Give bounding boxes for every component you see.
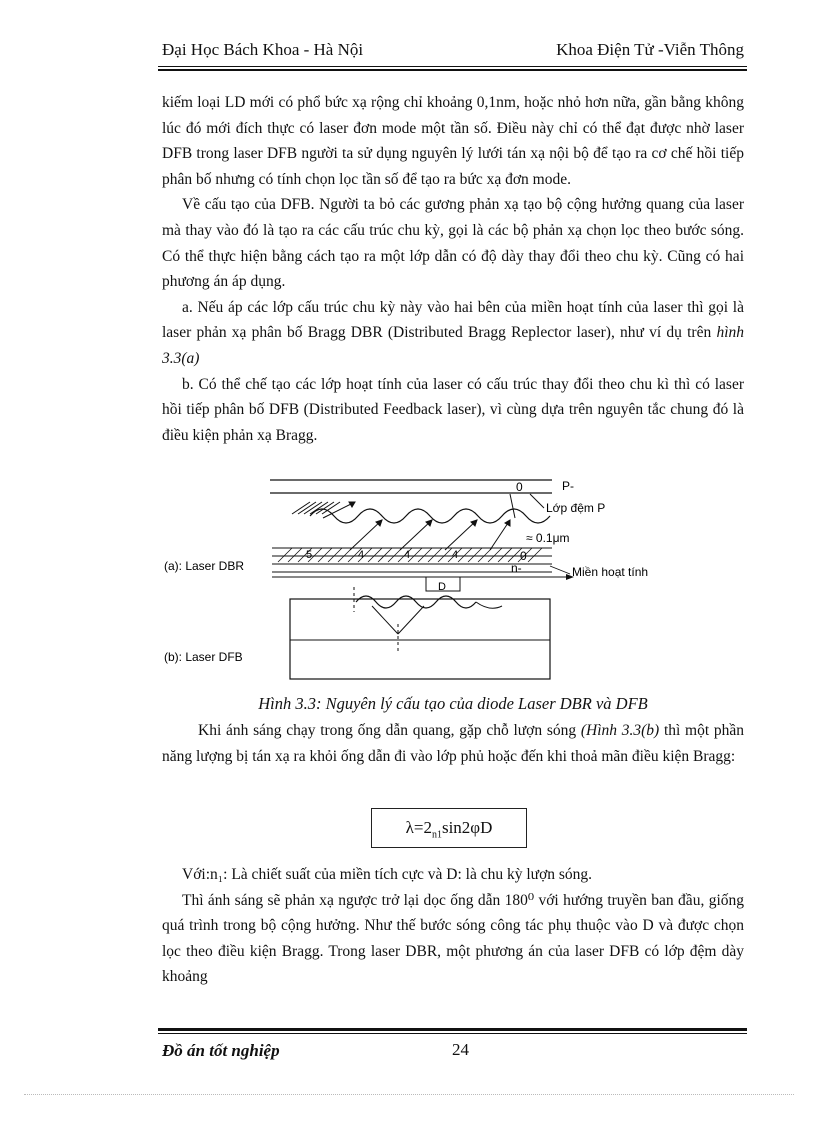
footer-title: Đồ án tốt nghiệp <box>162 1041 280 1060</box>
paragraph-5-text-b: thì một phần năng lượng bị tán xạ ra khỏi ống dẫn đi vào lớp phủ hoặc đến khi thoả mãn điều kiện Bragg: <box>162 722 744 765</box>
formula-sub: n1 <box>431 829 442 841</box>
formula-d: D <box>480 818 493 837</box>
figure-ref-b: (Hình 3.3(b) <box>580 722 660 739</box>
grating-digit-3: 4 <box>404 549 411 561</box>
bragg-formula <box>371 808 527 848</box>
text-block-top <box>162 90 744 448</box>
laser-diagram <box>160 474 720 684</box>
label-dbr: (a): Laser DBR <box>164 559 245 573</box>
label-buffer: Lớp đệm P <box>546 501 606 515</box>
formula-phi: φ <box>470 818 481 837</box>
label-active: Miền hoạt tính <box>572 565 649 579</box>
paragraph-3-text: a. Nếu áp các lớp cấu trúc chu kỳ này vào hai bên của miền hoạt tính của laser thì gọi là laser phản xạ phân bố Bragg DBR (Distributed Bragg Replector laser), như ví dụ trên <box>162 298 744 342</box>
label-n: n- <box>511 561 522 575</box>
label-p: P- <box>562 479 574 493</box>
text-block-middle <box>162 718 744 769</box>
label-zero-mid: 0 <box>520 549 527 563</box>
active-leader <box>550 566 570 574</box>
text-block-bottom <box>162 862 744 990</box>
buffer-leader <box>530 494 544 508</box>
page-edge-dotted <box>24 1094 794 1095</box>
footer-rule-thick <box>158 1028 747 1031</box>
label-dfb: (b): Laser DFB <box>164 650 243 664</box>
grating-digit-2: 4 <box>358 549 365 561</box>
hatch-buffer-left <box>292 502 340 514</box>
footer-rule-thin <box>158 1033 747 1034</box>
paragraph-7: Thì ánh sáng sẽ phản xạ ngược trở lại dọc ống dẫn 180⁰ với hướng truyền ban đầu, giống quá trình trong bộ cộng hưởng. Như thế bước sóng công tác phụ thuộc vào D và được chọn lọc theo điều kiện Bragg. Trong laser DBR, một phương án của laser DFB có lớp đệm dày khoảng <box>162 891 744 986</box>
header-rule-thin <box>158 66 747 67</box>
label-d: D <box>438 581 446 593</box>
formula-sin: sin2 <box>441 818 471 837</box>
paragraph-4: b. Có thể chế tạo các lớp hoạt tính của laser có cấu trúc thay đổi theo chu kì thì có laser hồi tiếp phân bố DFB (Distributed Feedback laser), vì cùng dựa trên nguyên tắc chung đó là điều kiện phản xạ Bragg. <box>162 375 744 444</box>
label-zero-top: 0 <box>516 480 523 494</box>
formula-lambda: λ <box>405 818 414 837</box>
header-left: Đại Học Bách Khoa - Hà Nội <box>162 40 364 59</box>
dfb-ray-right <box>398 606 424 634</box>
figure-ref-a: hình 3.3(a) <box>162 324 744 367</box>
page-number: 24 <box>452 1040 469 1059</box>
paragraph-1: kiếm loại LD mới có phổ bức xạ rộng chỉ khoảng 0,1nm, hoặc nhỏ hơn nữa, gần bằng không lúc đó mới đích thực có laser đơn mode một tần số. Điều này chỉ có thể đạt được nhờ laser DFB trong laser DFB người ta sử dụng nguyên lý lưới tán xạ nội bộ để tạo ra cơ chế hồi tiếp phân bố nhưng có tính chọn lọc tần số để tạo ra bức xạ đơn mode. <box>162 94 744 188</box>
grating-digit-4: 4 <box>452 549 459 561</box>
dfb-wave <box>356 596 476 608</box>
header-rule-thick <box>158 69 747 71</box>
header-right: Khoa Điện Tử -Viễn Thông <box>556 40 744 59</box>
paragraph-2: Về cấu tạo của DFB. Người ta bỏ các gương phản xạ tạo bộ cộng hưởng quang của laser mà thay vào đó là tạo ra các cấu trúc chu kỳ, gọi là các bộ phản xạ chọn lọc theo bước sóng. Có thể thực hiện bằng cách tạo ra một lớp dẫn có độ dày thay đổi theo chu kỳ. Cũng có hai phương án áp dụng. <box>162 196 744 291</box>
dfb-tail <box>476 602 502 608</box>
figure-caption: Hình 3.3: Nguyên lý cấu tạo của diode Laser DBR và DFB <box>258 694 648 713</box>
paragraph-6: Với:n₁: Là chiết suất của miền tích cực và D: là chu kỳ lượn sóng. <box>182 866 593 883</box>
label-thickness: ≈ 0.1μm <box>526 531 570 545</box>
dfb-ray-left <box>372 606 398 634</box>
grating-digit-1: 5 <box>306 549 313 561</box>
formula-eq: =2 <box>413 818 432 837</box>
paragraph-5-text-a: Khi ánh sáng chạy trong ống dẫn quang, gặp chỗ lượn sóng <box>198 722 577 739</box>
paragraph-5 <box>162 718 744 769</box>
paragraph-3 <box>162 295 744 372</box>
